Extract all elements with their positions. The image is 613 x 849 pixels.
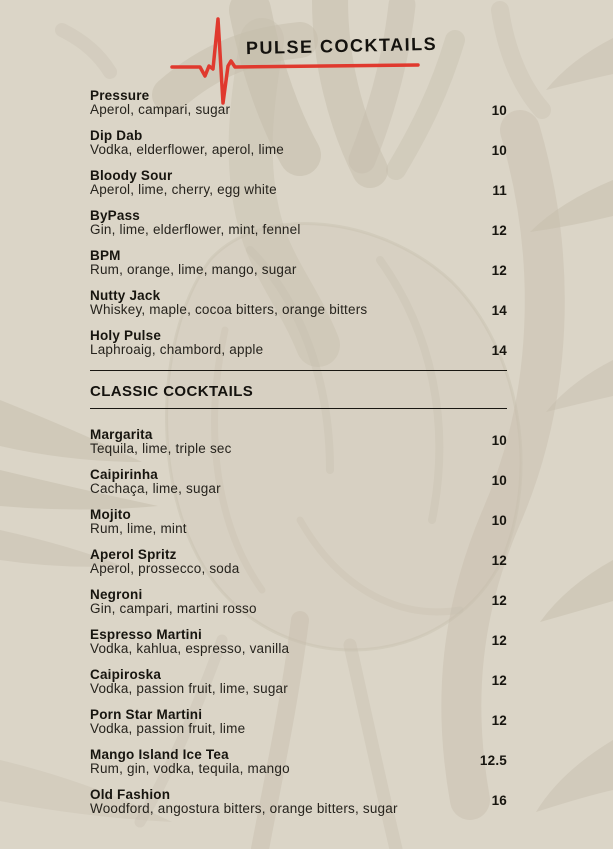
item-ingredients: Rum, gin, vodka, tequila, mango: [90, 761, 290, 776]
item-text: [90, 289, 367, 317]
item-name: Holy Pulse: [90, 328, 162, 343]
item-ingredients: Rum, lime, mint: [90, 521, 187, 536]
item-price: 14: [491, 303, 507, 318]
item-text: [90, 788, 398, 816]
item-name: Old Fashion: [90, 787, 171, 802]
item-ingredients: Aperol, campari, sugar: [90, 102, 231, 117]
item-name: ByPass: [90, 208, 140, 223]
section-divider-top: [90, 370, 507, 371]
menu-item-row: [90, 788, 507, 816]
item-price: 12: [491, 223, 507, 238]
item-text: [90, 548, 239, 576]
menu-item-row: [90, 668, 507, 696]
menu-item-row: [90, 249, 507, 277]
menu-item-row: [90, 708, 507, 736]
pulse-section: [90, 0, 507, 357]
menu-item-row: [90, 548, 507, 576]
item-price: 14: [491, 343, 507, 358]
item-text: [90, 748, 290, 776]
item-ingredients: Vodka, passion fruit, lime, sugar: [90, 681, 288, 696]
item-price: 12: [491, 633, 507, 648]
item-name: Bloody Sour: [90, 168, 173, 183]
item-ingredients: Laphroaig, chambord, apple: [90, 342, 264, 357]
item-name: Nutty Jack: [90, 288, 161, 303]
item-text: [90, 428, 232, 456]
menu-item-row: [90, 468, 507, 496]
menu-item-row: [90, 289, 507, 317]
menu-item-row: [90, 748, 507, 776]
item-text: [90, 588, 257, 616]
item-ingredients: Cachaça, lime, sugar: [90, 481, 221, 496]
item-price: 12: [491, 263, 507, 278]
item-name: Mojito: [90, 507, 131, 522]
classic-section-title: CLASSIC COCKTAILS: [90, 383, 254, 400]
item-text: [90, 169, 277, 197]
item-text: [90, 329, 263, 357]
menu-item-row: [90, 588, 507, 616]
item-text: [90, 708, 245, 736]
item-text: [90, 468, 221, 496]
menu-item-row: [90, 209, 507, 237]
item-name: Margarita: [90, 427, 153, 442]
item-ingredients: Aperol, lime, cherry, egg white: [90, 182, 277, 197]
menu-item-row: [90, 628, 507, 656]
item-price: 10: [491, 433, 507, 448]
item-name: Negroni: [90, 587, 143, 602]
item-text: [90, 209, 301, 237]
item-ingredients: Vodka, passion fruit, lime: [90, 721, 246, 736]
item-ingredients: Vodka, kahlua, espresso, vanilla: [90, 641, 290, 656]
classic-section: [90, 409, 507, 816]
item-ingredients: Woodford, angostura bitters, orange bitters, sugar: [90, 801, 398, 816]
item-name: Aperol Spritz: [90, 547, 177, 562]
item-price: 10: [491, 473, 507, 488]
item-text: [90, 508, 187, 536]
item-price: 11: [492, 183, 507, 198]
item-ingredients: Tequila, lime, triple sec: [90, 441, 232, 456]
menu-item-row: [90, 329, 507, 357]
item-name: Caipiroska: [90, 667, 162, 682]
item-name: Porn Star Martini: [90, 707, 203, 722]
menu-item-row: [90, 129, 507, 157]
item-ingredients: Aperol, prossecco, soda: [90, 561, 240, 576]
item-price: 12: [491, 673, 507, 688]
item-text: [90, 89, 230, 117]
menu-item-row: [90, 428, 507, 456]
item-price: 12: [491, 593, 507, 608]
item-price: 12: [491, 553, 507, 568]
item-name: BPM: [90, 248, 121, 263]
menu-content: [90, 0, 507, 828]
item-name: Dip Dab: [90, 128, 143, 143]
item-ingredients: Rum, orange, lime, mango, sugar: [90, 262, 297, 277]
pulse-section-title: PULSE COCKTAILS: [245, 33, 438, 59]
item-name: Mango Island Ice Tea: [90, 747, 229, 762]
menu-item-row: [90, 508, 507, 536]
item-price: 10: [491, 103, 507, 118]
item-price: 10: [491, 143, 507, 158]
item-text: [90, 249, 297, 277]
item-price: 10: [491, 513, 507, 528]
menu-item-row: [90, 89, 507, 117]
item-text: [90, 668, 288, 696]
item-name: Pressure: [90, 88, 150, 103]
item-text: [90, 628, 289, 656]
item-name: Espresso Martini: [90, 627, 202, 642]
item-ingredients: Gin, campari, martini rosso: [90, 601, 257, 616]
item-ingredients: Gin, lime, elderflower, mint, fennel: [90, 222, 301, 237]
item-text: [90, 129, 284, 157]
item-price: 12.5: [479, 753, 507, 768]
menu-item-row: [90, 169, 507, 197]
item-name: Caipirinha: [90, 467, 159, 482]
item-ingredients: Vodka, elderflower, aperol, lime: [90, 142, 285, 157]
item-price: 16: [491, 793, 507, 808]
item-ingredients: Whiskey, maple, cocoa bitters, orange bitters: [90, 302, 368, 317]
item-price: 12: [491, 713, 507, 728]
